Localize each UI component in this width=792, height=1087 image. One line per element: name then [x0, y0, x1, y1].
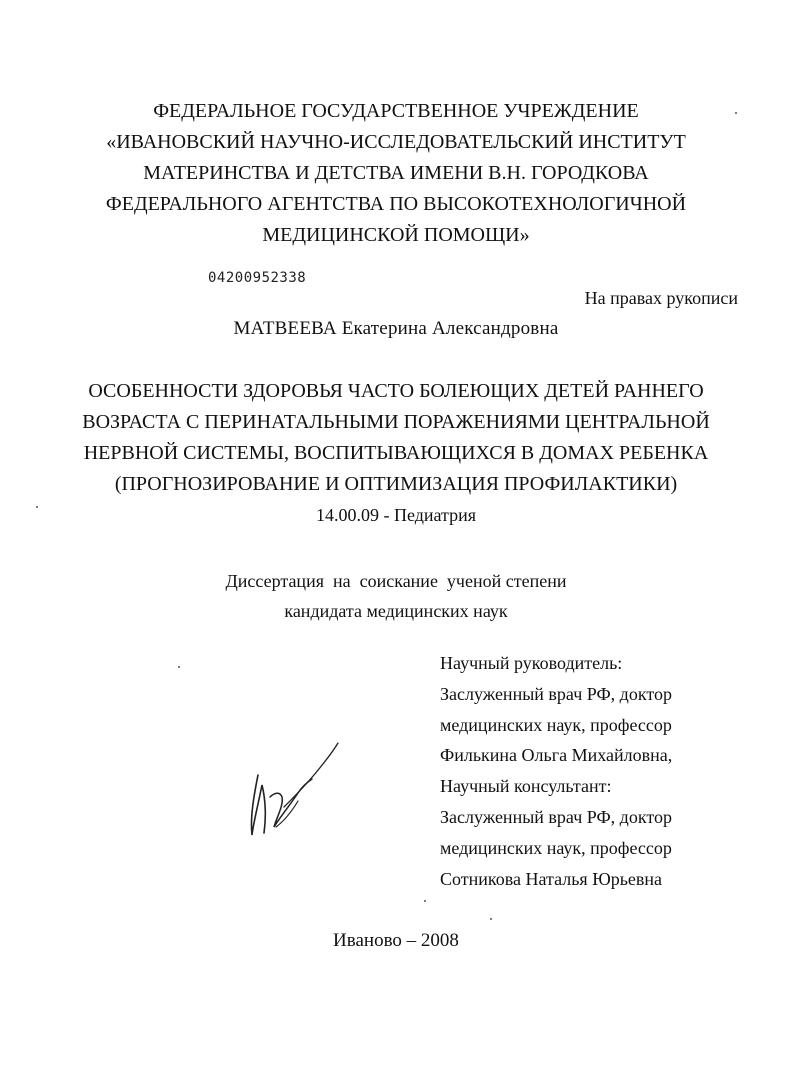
scan-speck	[36, 506, 38, 508]
scan-speck	[735, 112, 737, 114]
degree-line: Диссертация на соискание ученой степени	[225, 571, 567, 591]
institution-header	[60, 96, 732, 251]
title-line: НЕРВНОЙ СИСТЕМЫ, ВОСПИТЫВАЮЩИХСЯ В ДОМАХ РЕБЕНКА	[83, 442, 709, 464]
catalog-code: 04200952338	[208, 270, 307, 286]
title-line: ОСОБЕННОСТИ ЗДОРОВЬЯ ЧАСТО БОЛЕЮЩИХ ДЕТЕЙ РАННЕГО	[88, 380, 704, 402]
scan-speck	[490, 918, 492, 920]
city-year: Иваново – 2008	[333, 930, 459, 951]
institution-line: МАТЕРИНСТВА И ДЕТСТВА ИМЕНИ В.Н. ГОРОДКОВА	[143, 162, 649, 184]
author-name: МАТВЕЕВА Екатерина Александровна	[233, 318, 559, 339]
institution-line: ФЕДЕРАЛЬНОЕ ГОСУДАРСТВЕННОЕ УЧРЕЖДЕНИЕ	[153, 100, 639, 122]
handwritten-signature	[240, 735, 350, 845]
specialty-code: 14.00.09 - Педиатрия	[315, 505, 477, 525]
supervisor-line: Научный руководитель:	[440, 653, 623, 673]
supervisor-line: Заслуженный врач РФ, доктор	[440, 806, 672, 827]
supervisor-line: Филькина Ольга Михайловна,	[440, 745, 673, 766]
institution-line: «ИВАНОВСКИЙ НАУЧНО-ИССЛЕДОВАТЕЛЬСКИЙ ИНСТИТУТ	[106, 131, 686, 153]
supervisor-line: медицинских наук, профессор	[440, 714, 672, 735]
supervisor-line: Заслуженный врач РФ, доктор	[440, 683, 672, 704]
scan-speck	[424, 900, 426, 902]
dissertation-title	[60, 376, 732, 500]
supervisor-line: Сотникова Наталья Юрьевна	[440, 868, 663, 889]
supervisor-line: Научный консультант:	[440, 776, 612, 797]
degree-statement	[0, 566, 792, 626]
institution-line: ФЕДЕРАЛЬНОГО АГЕНТСТВА ПО ВЫСОКОТЕХНОЛОГИЧНОЙ	[105, 193, 687, 215]
institution-line: МЕДИЦИНСКОЙ ПОМОЩИ»	[262, 224, 530, 246]
rights-note: На правах рукописи	[584, 288, 738, 308]
title-line: (ПРОГНОЗИРОВАНИЕ И ОПТИМИЗАЦИЯ ПРОФИЛАКТИКИ)	[114, 473, 678, 495]
scan-speck	[178, 666, 180, 668]
title-line: ВОЗРАСТА С ПЕРИНАТАЛЬНЫМИ ПОРАЖЕНИЯМИ ЦЕНТРАЛЬНОЙ	[82, 411, 710, 433]
supervisors-block	[440, 648, 672, 894]
supervisor-line: медицинских наук, профессор	[440, 837, 672, 858]
degree-line: кандидата медицинских наук	[284, 601, 508, 621]
